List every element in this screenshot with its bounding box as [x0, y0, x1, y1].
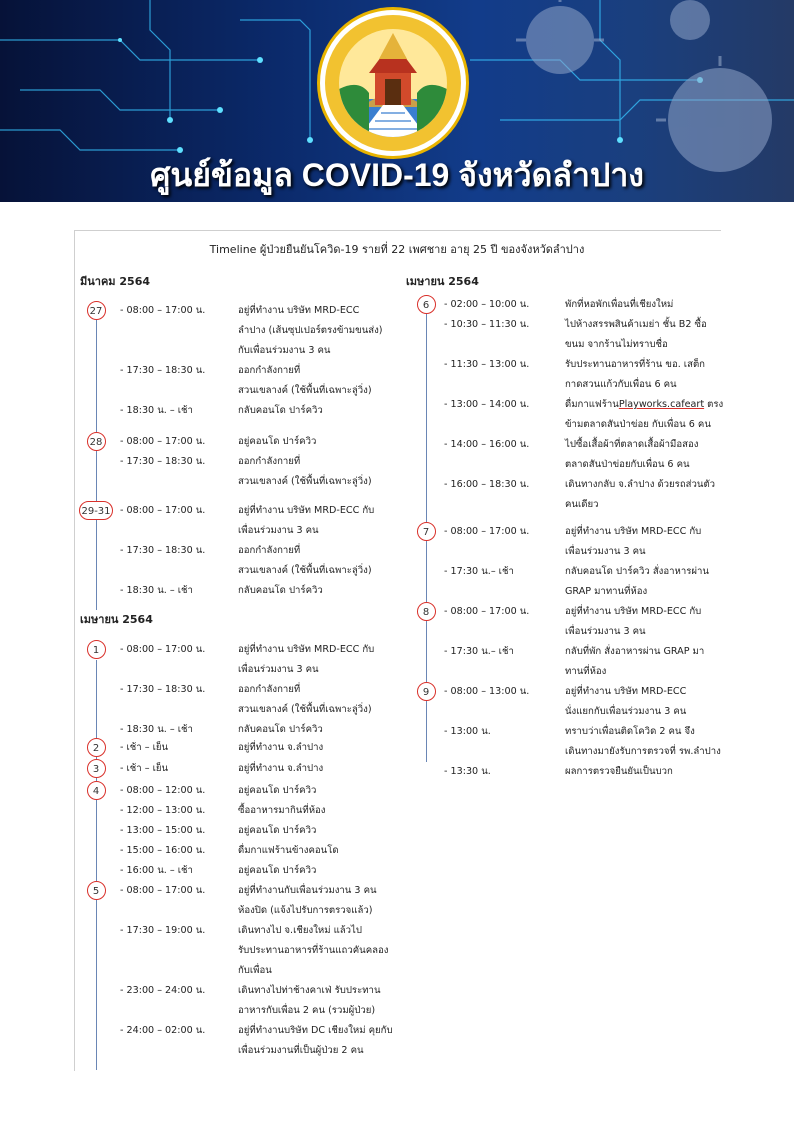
entry-activity-line: อยู่ที่ทำงาน บริษัท MRD-ECC กับ: [565, 526, 702, 537]
entry-time: - 02:00 – 10:00 น.: [444, 299, 530, 310]
entry-activity-line: กลับคอนโด ปาร์ควิว สั่งอาหารผ่าน: [565, 566, 709, 577]
entry-activity-line: อยู่ที่ทำงานบริษัท DC เชียงใหม่ คุยกับ: [238, 1025, 393, 1036]
entry-activity-line: กลับที่พัก สั่งอาหารผ่าน GRAP มา: [565, 646, 705, 657]
entry-time: - 15:00 – 16:00 น.: [120, 845, 206, 856]
month-heading-april-left: เมษายน 2564: [80, 613, 153, 626]
entry-activity-line: อยู่ที่ทำงานกับเพื่อนร่วมงาน 3 คน: [238, 885, 377, 896]
day-badge: 3: [87, 759, 106, 778]
entry-time: - 18:30 น. – เช้า: [120, 585, 193, 596]
entry-time: - 10:30 – 11:30 น.: [444, 319, 530, 330]
entry-time: - 08:00 – 17:00 น.: [120, 505, 206, 516]
entry-activity-line: อยู่ที่ทำงาน จ.ลำปาง: [238, 763, 324, 774]
entry-activity-line: กับเพื่อนร่วมงาน 3 คน: [238, 345, 331, 356]
entry-activity-line: ออกกำลังกายที่: [238, 545, 301, 556]
entry-activity-line: อยู่ที่ทำงาน บริษัท MRD-ECC: [565, 686, 687, 697]
entry-activity-line: อยู่ที่ทำงาน บริษัท MRD-ECC: [238, 305, 360, 316]
entry-activity-line: ไปซื้อเสื้อผ้าที่ตลาดเสื้อผ้ามือสอง: [565, 439, 699, 450]
entry-time: - 13:00 – 15:00 น.: [120, 825, 206, 836]
entry-activity-line: GRAP มาทานที่ห้อง: [565, 586, 648, 597]
entry-time: - 17:30 – 18:30 น.: [120, 456, 206, 467]
entry-activity-line: อยู่คอนโด ปาร์ควิว: [238, 436, 317, 447]
month-heading-april-right: เมษายน 2564: [406, 275, 479, 288]
activity-line-tail: ตรง: [704, 399, 724, 410]
day-badge: 8: [417, 602, 436, 621]
place-name: Playworks.cafeart: [618, 399, 705, 410]
entry-time: - 13:30 น.: [444, 766, 491, 777]
day-badge: 7: [417, 522, 436, 541]
entry-activity-line: ทราบว่าเพื่อนติดโควิด 2 คน จึง: [565, 726, 695, 737]
entry-activity-line: เพื่อนร่วมงาน 3 คน: [238, 664, 319, 675]
entry-activity-line: ทานที่ห้อง: [565, 666, 607, 677]
entry-time: - 16:00 น. – เช้า: [120, 865, 193, 876]
entry-time: - 08:00 – 17:00 น.: [444, 526, 530, 537]
entry-activity-line: ไปห้างสรรพสินค้าเมย่า ชั้น B2 ซื้อ: [565, 319, 707, 330]
entry-activity-line: อยู่คอนโด ปาร์ควิว: [238, 785, 317, 796]
entry-activity-line: สวนเขลางค์ (ใช้พื้นที่เฉพาะลู่วิ่ง): [238, 476, 372, 487]
entry-activity-line: อยู่ที่ทำงาน บริษัท MRD-ECC กับ: [565, 606, 702, 617]
entry-time: - 17:30 น.– เช้า: [444, 646, 514, 657]
entry-time: - 24:00 – 02:00 น.: [120, 1025, 206, 1036]
timeline-line-march: [96, 318, 97, 610]
timeline-line-april-left: [96, 660, 97, 1070]
entry-activity-line: เพื่อนร่วมงาน 3 คน: [565, 546, 646, 557]
entry-activity-line: เพื่อนร่วมงาน 3 คน: [238, 525, 319, 536]
entry-time: - 08:00 – 17:00 น.: [120, 305, 206, 316]
entry-activity-line: กลับคอนโด ปาร์ควิว: [238, 724, 323, 735]
document-title: Timeline ผู้ป่วยยืนยันโควิด-19 รายที่ 22 เพศชาย อายุ 25 ปี ของจังหวัดลำปาง: [209, 243, 585, 256]
entry-activity-line: นั่งแยกกับเพื่อนร่วมงาน 3 คน: [565, 706, 687, 717]
day-badge: 4: [87, 781, 106, 800]
entry-time: - 08:00 – 17:00 น.: [120, 436, 206, 447]
entry-activity-line: ลำปาง (เส้นซุปเปอร์ตรงข้ามขนส่ง): [238, 325, 383, 336]
entry-activity-line: ออกกำลังกายที่: [238, 456, 301, 467]
entry-activity-line: ขนม จากร้านไม่ทราบชื่อ: [565, 339, 668, 350]
entry-time: - 17:30 – 18:30 น.: [120, 365, 206, 376]
entry-time: - 13:00 – 14:00 น.: [444, 399, 530, 410]
entry-activity-line: กลับคอนโด ปาร์ควิว: [238, 405, 323, 416]
entry-activity-line: อยู่คอนโด ปาร์ควิว: [238, 825, 317, 836]
day-badge: 27: [87, 301, 106, 320]
day-badge: 29-31: [79, 501, 113, 520]
month-heading-march: มีนาคม 2564: [80, 275, 151, 288]
entry-activity-line: รับประทานอาหารที่ร้าน ขอ. เสต็ก: [565, 359, 705, 370]
header-banner: [0, 0, 794, 202]
entry-activity-line: เดินทางไปท่าช้างคาเฟ่ รับประทาน: [238, 985, 381, 996]
entry-activity-line: ออกกำลังกายที่: [238, 684, 301, 695]
entry-activity-line: ดื่มกาแฟร้านPlayworks.cafeart ตรง: [565, 399, 724, 410]
entry-time: - 08:00 – 17:00 น.: [444, 606, 530, 617]
entry-activity-line: เดินทางไป จ.เชียงใหม่ แล้วไป: [238, 925, 362, 936]
entry-time: - 12:00 – 13:00 น.: [120, 805, 206, 816]
entry-activity-line: เดินทางมายังรับการตรวจที่ รพ.ลำปาง: [565, 746, 721, 757]
entry-time: - 13:00 น.: [444, 726, 491, 737]
entry-activity-line: ห้องปิด (แจ้งไปรับการตรวจแล้ว): [238, 905, 373, 916]
entry-time: - 08:00 – 17:00 น.: [120, 644, 206, 655]
day-badge: 5: [87, 881, 106, 900]
entry-activity-line: อยู่ที่ทำงาน บริษัท MRD-ECC กับ: [238, 644, 375, 655]
entry-time: - 18:30 น. – เช้า: [120, 405, 193, 416]
day-badge: 2: [87, 738, 106, 757]
entry-time: - 17:30 – 19:00 น.: [120, 925, 206, 936]
entry-activity-line: ดื่มกาแฟร้านข้างคอนโด: [238, 845, 339, 856]
entry-time: - 08:00 – 12:00 น.: [120, 785, 206, 796]
entry-time: - 16:00 – 18:30 น.: [444, 479, 530, 490]
entry-activity-line: เดินทางกลับ จ.ลำปาง ด้วยรถส่วนตัว: [565, 479, 716, 490]
entry-activity-line: เพื่อนร่วมงานที่เป็นผู้ป่วย 2 คน: [238, 1045, 364, 1056]
entry-activity-line: ซื้ออาหารมากินที่ห้อง: [238, 805, 326, 816]
entry-time: - 23:00 – 24:00 น.: [120, 985, 206, 996]
entry-activity-line: ตลาดสันป่าข่อยกับเพื่อน 6 คน: [565, 459, 690, 470]
entry-activity-line: ผลการตรวจยืนยันเป็นบวก: [565, 766, 673, 777]
entry-activity-line: ออกกำลังกายที่: [238, 365, 301, 376]
entry-activity-line: เพื่อนร่วมงาน 3 คน: [565, 626, 646, 637]
entry-activity-line: กลับคอนโด ปาร์ควิว: [238, 585, 323, 596]
entry-activity-line: อยู่ที่ทำงาน จ.ลำปาง: [238, 742, 324, 753]
day-badge: 9: [417, 682, 436, 701]
entry-activity-line: กาดสวนแก้วกับเพื่อน 6 คน: [565, 379, 677, 390]
entry-activity-line: อยู่คอนโด ปาร์ควิว: [238, 865, 317, 876]
entry-time: - เช้า – เย็น: [120, 742, 169, 753]
entry-activity-line: พักที่หอพักเพื่อนที่เชียงใหม่: [565, 299, 674, 310]
entry-activity-line: คนเดียว: [565, 499, 599, 510]
entry-activity-line: กับเพื่อน: [238, 965, 272, 976]
entry-activity-line: อาหารกับเพื่อน 2 คน (รวมผู้ป่วย): [238, 1005, 376, 1016]
entry-time: - 14:00 – 16:00 น.: [444, 439, 530, 450]
day-badge: 6: [417, 295, 436, 314]
entry-activity-line: ข้ามตลาดสันป่าข่อย กับเพื่อน 6 คน: [565, 419, 711, 430]
entry-activity-line: สวนเขลางค์ (ใช้พื้นที่เฉพาะลู่วิ่ง): [238, 385, 372, 396]
entry-time: - 17:30 – 18:30 น.: [120, 545, 206, 556]
entry-activity-line: อยู่ที่ทำงาน บริษัท MRD-ECC กับ: [238, 505, 375, 516]
entry-time: - เช้า – เย็น: [120, 763, 169, 774]
province-seal-logo: [320, 10, 466, 156]
day-badge: 1: [87, 640, 106, 659]
entry-time: - 17:30 น.– เช้า: [444, 566, 514, 577]
entry-activity-line: สวนเขลางค์ (ใช้พื้นที่เฉพาะลู่วิ่ง): [238, 565, 372, 576]
banner-title: ศูนย์ข้อมูล COVID-19 จังหวัดลำปาง: [150, 157, 644, 193]
day-badge: 28: [87, 432, 106, 451]
entry-activity-line: สวนเขลางค์ (ใช้พื้นที่เฉพาะลู่วิ่ง): [238, 704, 372, 715]
entry-time: - 17:30 – 18:30 น.: [120, 684, 206, 695]
entry-activity-line: รับประทานอาหารที่ร้านแถวคันคลอง: [238, 945, 389, 956]
entry-time: - 11:30 – 13:00 น.: [444, 359, 530, 370]
entry-time: - 18:30 น. – เช้า: [120, 724, 193, 735]
entry-time: - 08:00 – 17:00 น.: [120, 885, 206, 896]
entry-time: - 08:00 – 13:00 น.: [444, 686, 530, 697]
